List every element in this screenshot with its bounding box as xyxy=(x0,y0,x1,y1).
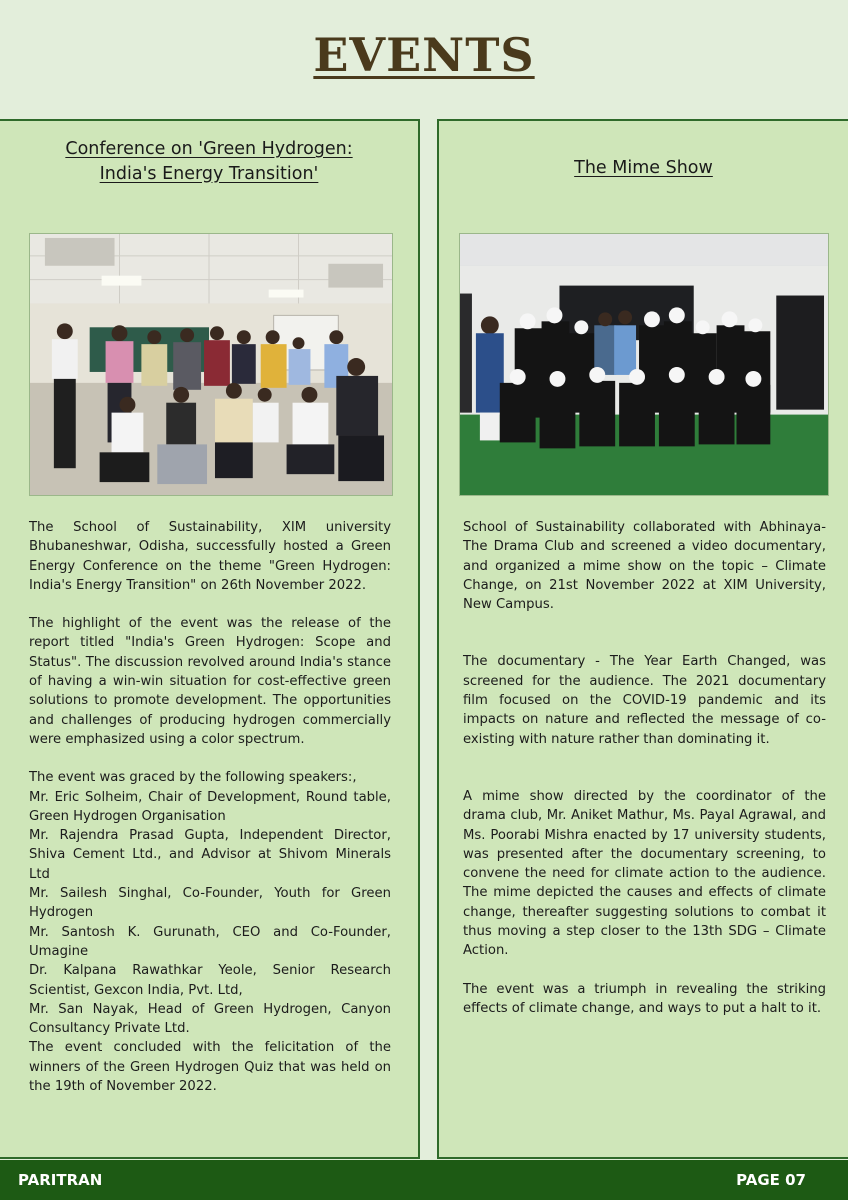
conference-speaker-2: Mr. Rajendra Prasad Gupta, Independent Director, Shiva Cement Ltd., and Advisor at Shivom Minerals Ltd xyxy=(29,828,391,882)
mime-show-group-photo xyxy=(459,233,829,496)
conference-speaker-5: Dr. Kalpana Rawathkar Yeole, Senior Research Scientist, Gexcon India, Pvt. Ltd, xyxy=(29,963,391,998)
mime-show-photo-image xyxy=(460,234,828,495)
mime-show-heading: The Mime Show xyxy=(574,158,713,178)
conference-heading-line2: India's Energy Transition' xyxy=(99,163,319,184)
conference-speakers-intro: The event was graced by the following speakers:, xyxy=(29,770,357,786)
conference-speaker-3: Mr. Sailesh Singhal, Co-Founder, Youth for Green Hydrogen xyxy=(29,886,391,921)
footer-brand: PARITRAN xyxy=(18,1171,103,1189)
mime-show-description xyxy=(463,518,826,1018)
conference-heading-line1: Conference on 'Green Hydrogen: xyxy=(65,139,353,159)
conference-description xyxy=(29,518,391,1096)
conference-paragraph-intro: The School of Sustainability, XIM university Bhubaneshwar, Odisha, successfully hosted a Green Energy Conference on the theme "Green Hydrogen: India's Energy Transition" on 26th November 2022. xyxy=(29,520,391,593)
conference-paragraph-conclusion: The event concluded with the felicitation of the winners of the Green Hydrogen Quiz that was held on the 19th of November 2022. xyxy=(29,1040,391,1095)
mime-show-paragraph-performance: A mime show directed by the coordinator of the drama club, Mr. Aniket Mathur, Ms. Payal Agrawal, and Ms. Poorabi Mishra enacted by 17 university students, was presented after the documentary screening, to convene the need for climate action to the audience. The mime depicted the causes and effects of climate change, thereafter suggesting solutions to combat it thus moving a step closer to the 13th SDG – Climate Action. xyxy=(463,788,826,959)
conference-panel xyxy=(0,119,420,1159)
conference-group-photo xyxy=(29,233,393,496)
conference-speaker-4: Mr. Santosh K. Gurunath, CEO and Co-Founder, Umagine xyxy=(29,924,391,959)
page-title-text: EVENTS xyxy=(313,28,535,82)
mime-show-paragraph-conclusion: The event was a triumph in revealing the striking effects of climate change, and ways to put a halt to it. xyxy=(463,981,826,1016)
conference-paragraph-highlight: The highlight of the event was the release of the report titled "India's Green Hydrogen: Scope and Status". The discussion revolved around India's stance of having a win-win situation for cost-effective green solutions to promote development. The opportunities and challenges of producing hydrogen commercially were emphasized using a color spectrum. xyxy=(29,616,391,747)
conference-speaker-6: Mr. San Nayak, Head of Green Hydrogen, Canyon Consultancy Private Ltd. xyxy=(29,1001,391,1037)
mime-show-paragraph-intro: School of Sustainability collaborated with Abhinaya- The Drama Club and screened a video documentary, and organized a mime show on the topic – Climate Change, on 21st November 2022 at XIM University, New Campus. xyxy=(463,520,826,613)
page-title xyxy=(0,28,848,82)
footer-page-number: PAGE 07 xyxy=(736,1171,806,1189)
conference-photo-image xyxy=(30,234,392,495)
conference-heading xyxy=(0,137,418,186)
page-footer xyxy=(0,1160,848,1200)
mime-show-panel xyxy=(437,119,848,1159)
mime-show-paragraph-documentary: The documentary - The Year Earth Changed, was screened for the audience. The 2021 documentary film focused on the COVID-19 pandemic and its impacts on nature and reflected the message of co-existing with nature rather than dominating it. xyxy=(463,654,826,747)
conference-speaker-1: Mr. Eric Solheim, Chair of Development, Round table, Green Hydrogen Organisation xyxy=(29,789,391,824)
